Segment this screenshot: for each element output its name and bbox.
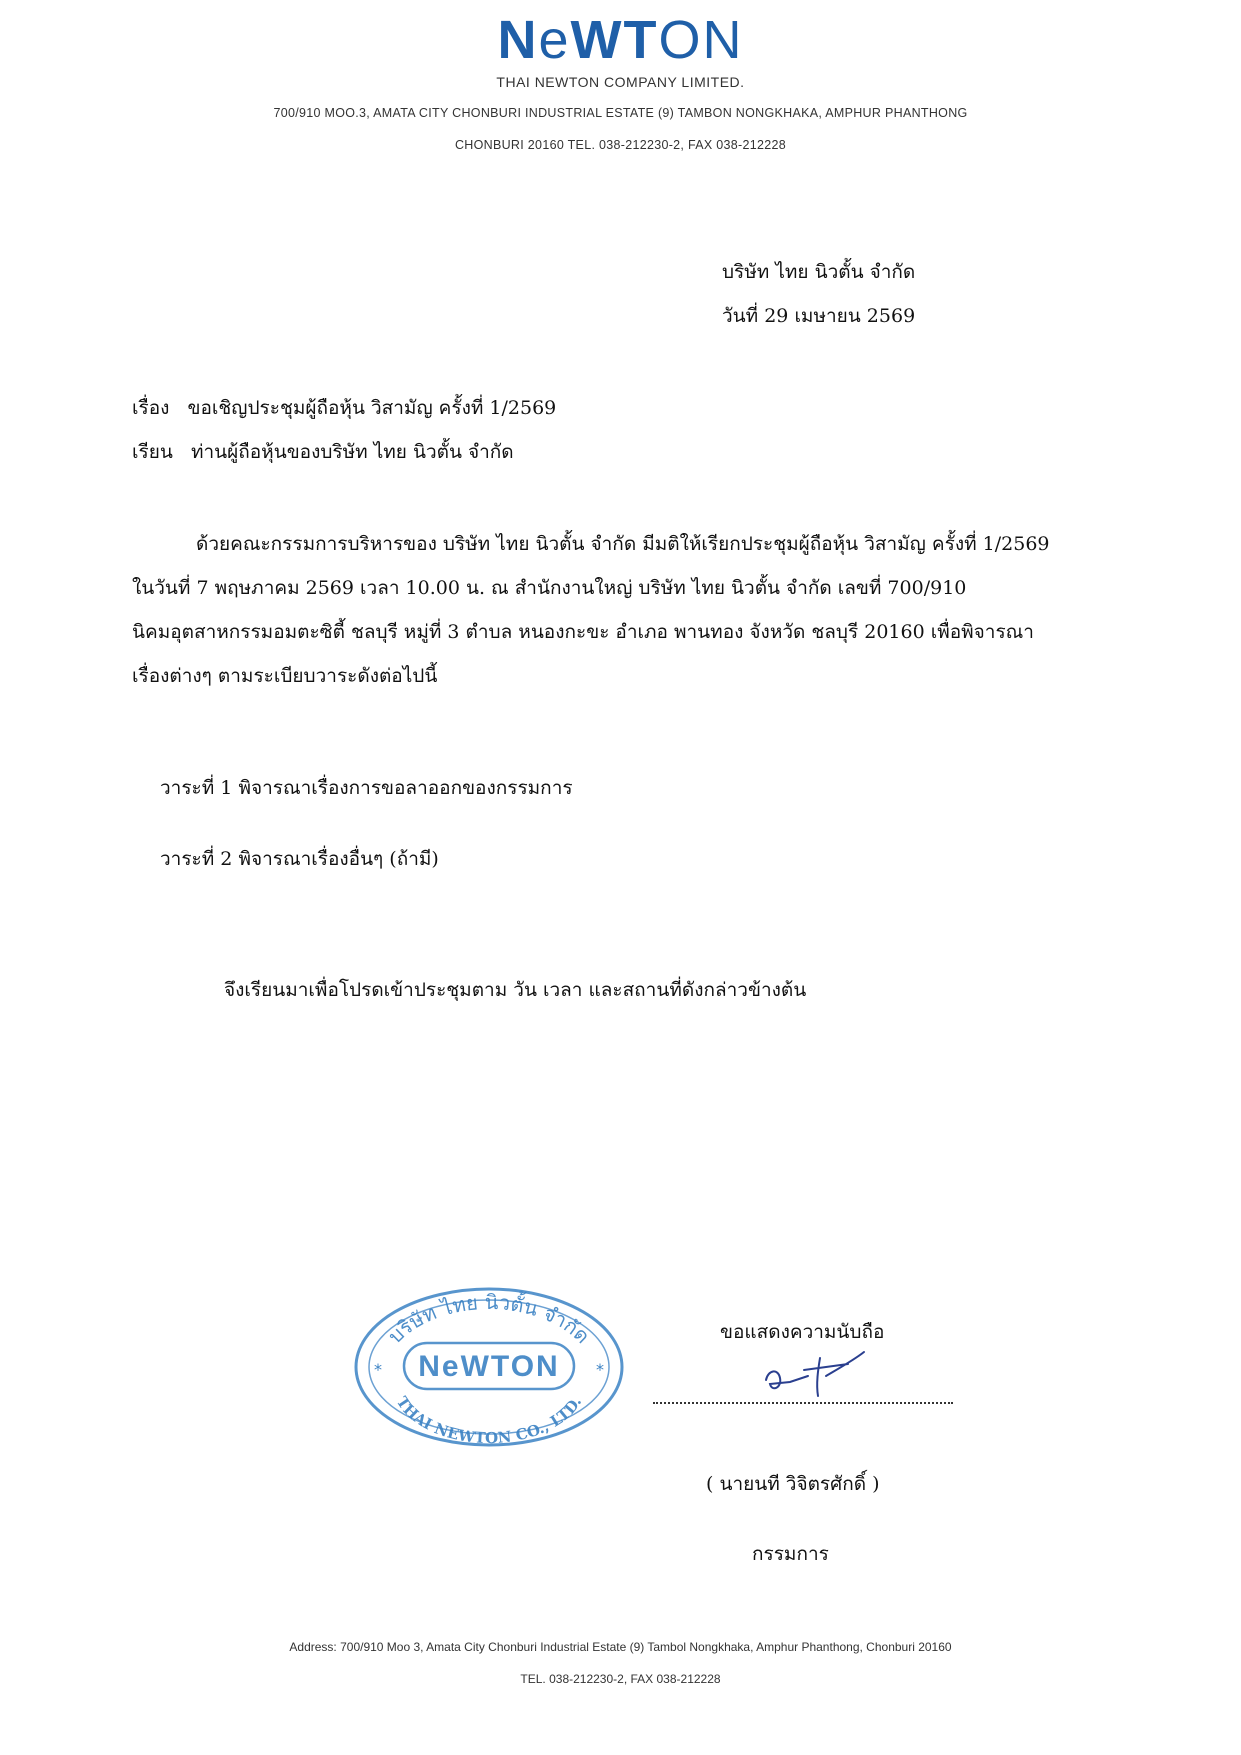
agenda-item-2: วาระที่ 2 พิจารณาเรื่องอื่นๆ (ถ้ามี) [160,848,439,870]
stamp-asterisk-right: * [596,1360,604,1379]
subject-text: ขอเชิญประชุมผู้ถือหุ้น วิสามัญ ครั้งที่ 1/2569 [187,397,557,419]
signature-dotted-line [653,1402,953,1404]
footer-address: Address: 700/910 Moo 3, Amata City Chonburi Industrial Estate (9) Tambol Nongkhaka, Amphur Phanthong, Chonburi 20160 [289,1640,952,1654]
footer-contact: TEL. 038-212230-2, FAX 038-212228 [520,1672,721,1686]
company-name-en: THAI NEWTON COMPANY LIMITED. [496,74,745,90]
letter-date: วันที่ 29 เมษายน 2569 [722,305,916,327]
company-stamp [352,1285,626,1449]
body-line-3: นิคมอุตสาหกรรมอมตะซิตี้ ชลบุรี หมู่ที่ 3 ตำบล หนองกะขะ อำเภอ พานทอง จังหวัด ชลบุรี 20160 เพื่อพิจารณา [132,621,1034,643]
subject-line [132,394,556,422]
stamp-center-text: NeWTON [418,1350,560,1383]
letterhead-address-line2: CHONBURI 20160 TEL. 038-212230-2, FAX 038-212228 [454,138,787,152]
subject-label: เรื่อง [132,397,170,419]
letterhead-logo [0,10,1241,70]
signer-position: กรรมการ [752,1543,829,1565]
recipient-text: ท่านผู้ถือหุ้นของบริษัท ไทย นิวตั้น จำกัด [190,441,514,463]
regards-text: ขอแสดงความนับถือ [720,1321,885,1343]
body-line-4: เรื่องต่างๆ ตามระเบียบวาระดังต่อไปนี้ [132,665,438,687]
agenda-item-1: วาระที่ 1 พิจารณาเรื่องการขอลาออกของกรรมการ [160,777,573,799]
signer-name: ( นายนที วิจิตรศักดิ์ ) [706,1473,880,1495]
letterhead-address-line1: 700/910 MOO.3, AMATA CITY CHONBURI INDUSTRIAL ESTATE (9) TAMBON NONGKHAKA, AMPHUR PHANTHONG [273,106,968,120]
body-line-2: ในวันที่ 7 พฤษภาคม 2569 เวลา 10.00 น. ณ สำนักงานใหญ่ บริษัท ไทย นิวตั้น จำกัด เลขที่ 700/910 [132,577,967,599]
newton-logo: NeWTON [497,10,744,70]
body-line-1: ด้วยคณะกรรมการบริหารของ บริษัท ไทย นิวตั้น จำกัด มีมติให้เรียกประชุมผู้ถือหุ้น วิสามัญ ครั้งที่ 1/2569 [196,533,1050,555]
recipient-label: เรียน [132,441,173,463]
stamp-top-text: บริษัท ไทย นิวตั้น จำกัด [383,1289,595,1349]
handwritten-signature [760,1340,870,1400]
recipient-line [132,438,514,466]
stamp-bottom-text: THAI NEWTON CO., LTD. [392,1393,586,1448]
sender-company: บริษัท ไทย นิวตั้น จำกัด [722,261,916,283]
closing-text: จึงเรียนมาเพื่อโปรดเข้าประชุมตาม วัน เวลา และสถานที่ดังกล่าวข้างต้น [224,979,807,1001]
stamp-asterisk-left: * [374,1360,382,1379]
